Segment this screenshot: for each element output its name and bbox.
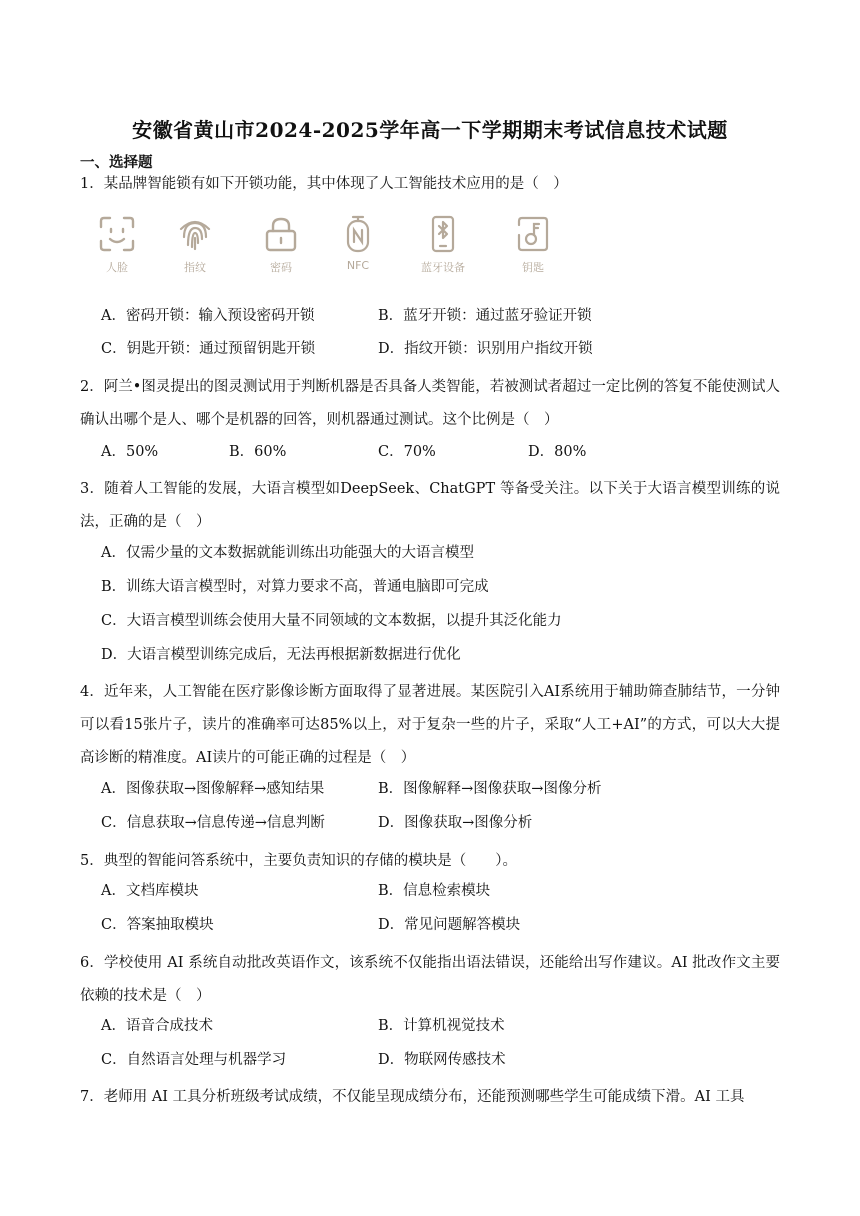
page-title: 安徽省黄山市2024-2025学年高一下学期期末考试信息技术试题	[132, 118, 728, 142]
fingerprint-icon	[176, 215, 214, 253]
icon-label: 人脸	[106, 261, 128, 274]
unlock-methods-figure	[92, 215, 562, 285]
q1-option-c: C．钥匙开锁：通过预留钥匙开锁	[101, 341, 316, 357]
q2-option-d: D．80%	[528, 444, 587, 460]
icon-label: NFC	[346, 259, 370, 272]
question-4-stem: 4．近年来，人工智能在医疗影像诊断方面取得了显著进展。某医院引入AI系统用于辅助筛查肺结节，一分钟可以看15张片子，读片的准确率可达85%以上，对于复杂一些的片子，采取“人工+AI”的方式，可以大大提高诊断的精准度。AI读片的可能正确的过程是（ ）	[80, 684, 780, 766]
q5-option-d: D．常见问题解答模块	[378, 917, 521, 933]
q3-option-d: D．大语言模型训练完成后，无法再根据新数据进行优化	[101, 647, 461, 663]
question-2-stem: 2．阿兰•图灵提出的图灵测试用于判断机器是否具备人类智能，若被测试者超过一定比例的答复不能使测试人确认出哪个是人、哪个是机器的回答，则机器通过测试。这个比例是（ ）	[80, 379, 780, 428]
q6-option-a: A．语音合成技术	[101, 1018, 213, 1034]
q2-option-a: A．50%	[101, 444, 159, 460]
q1-option-b: B．蓝牙开锁：通过蓝牙验证开锁	[378, 308, 592, 324]
key-icon	[514, 215, 552, 253]
question-6-stem: 6．学校使用 AI 系统自动批改英语作文，该系统不仅能指出语法错误，还能给出写作建议。AI 批改作文主要依赖的技术是（ ）	[80, 955, 780, 1004]
icon-label: 密码	[270, 261, 292, 274]
q1-option-a: A．密码开锁：输入预设密码开锁	[101, 308, 315, 324]
icon-item-face	[92, 215, 142, 275]
question-7-stem: 7．老师用 AI 工具分析班级考试成绩，不仅能呈现成绩分布，还能预测哪些学生可能成绩下滑。AI 工具	[80, 1089, 745, 1105]
icon-item-nfc	[333, 215, 383, 272]
icon-label: 指纹	[184, 261, 206, 274]
q2-option-b: B．60%	[229, 444, 287, 460]
q5-option-c: C．答案抽取模块	[101, 917, 214, 933]
nfc-icon	[339, 215, 377, 253]
icon-item-bluetooth	[418, 215, 468, 275]
q3-option-c: C．大语言模型训练会使用大量不同领域的文本数据，以提升其泛化能力	[101, 613, 562, 629]
icon-label: 蓝牙设备	[421, 261, 465, 274]
icon-item-fingerprint	[170, 215, 220, 275]
lock-icon	[262, 215, 300, 253]
face-icon	[98, 215, 136, 253]
q2-option-c: C．70%	[378, 444, 436, 460]
q4-option-d: D．图像获取→图像分析	[378, 815, 533, 831]
section-heading: 一、选择题	[80, 154, 153, 171]
icon-item-password	[256, 215, 306, 275]
q4-option-a: A．图像获取→图像解释→感知结果	[101, 781, 325, 797]
q1-option-d: D．指纹开锁：识别用户指纹开锁	[378, 341, 593, 357]
q4-option-c: C．信息获取→信息传递→信息判断	[101, 815, 325, 831]
q3-option-b: B．训练大语言模型时，对算力要求不高，普通电脑即可完成	[101, 579, 489, 595]
q5-option-b: B．信息检索模块	[378, 883, 491, 899]
q6-option-d: D．物联网传感技术	[378, 1052, 506, 1068]
q5-option-a: A．文档库模块	[101, 883, 199, 899]
q6-option-c: C．自然语言处理与机器学习	[101, 1052, 287, 1068]
q4-option-b: B．图像解释→图像获取→图像分析	[378, 781, 602, 797]
question-3-stem: 3．随着人工智能的发展，大语言模型如DeepSeek、ChatGPT 等备受关注。以下关于大语言模型训练的说法，正确的是（ ）	[80, 481, 780, 530]
q6-option-b: B．计算机视觉技术	[378, 1018, 505, 1034]
icon-label: 钥匙	[522, 261, 544, 274]
bluetooth-device-icon	[424, 215, 462, 253]
question-1-stem: 1．某品牌智能锁有如下开锁功能，其中体现了人工智能技术应用的是（ ）	[80, 176, 568, 192]
question-5-stem: 5．典型的智能问答系统中，主要负责知识的存储的模块是（ ）。	[80, 853, 517, 869]
q3-option-a: A．仅需少量的文本数据就能训练出功能强大的大语言模型	[101, 545, 474, 561]
icon-item-key	[508, 215, 558, 275]
